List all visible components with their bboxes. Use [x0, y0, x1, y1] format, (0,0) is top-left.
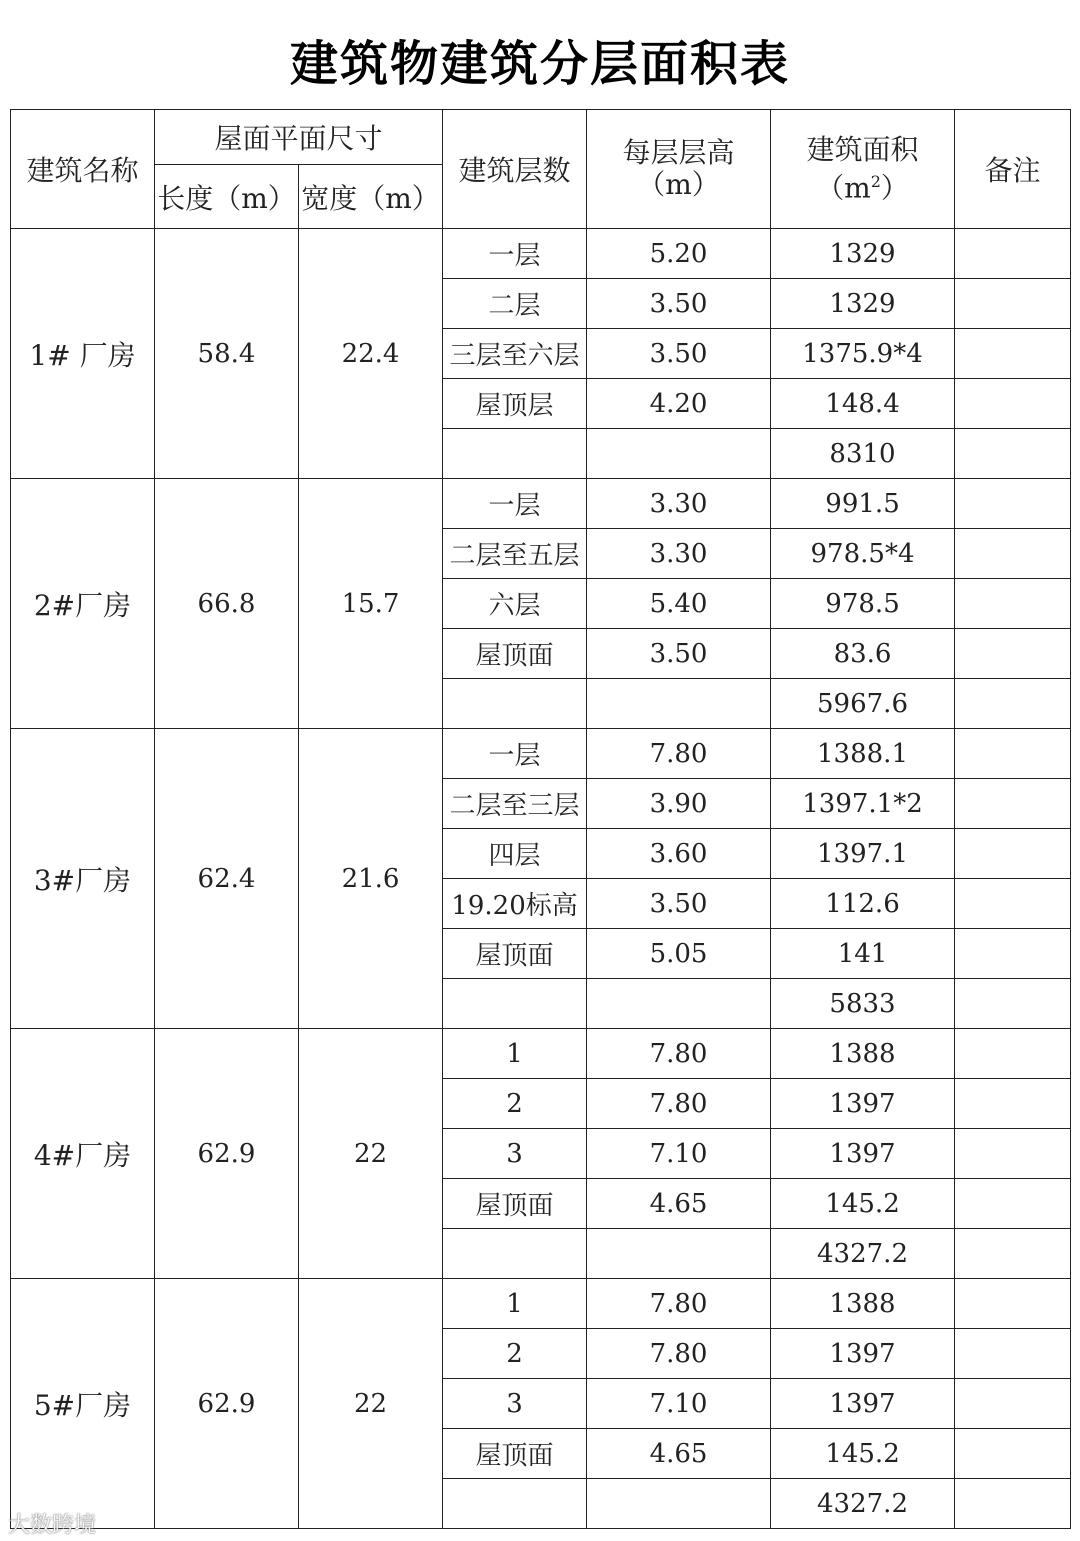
note-cell	[955, 729, 1071, 779]
floor-area-cell: 1375.9*4	[771, 329, 955, 379]
floor-height-cell: 7.10	[587, 1379, 771, 1429]
header-building-name: 建筑名称	[11, 110, 155, 229]
header-floor-height-line2: （m）	[637, 168, 720, 201]
floor-height-cell: 7.10	[587, 1129, 771, 1179]
floor-height-cell: 3.50	[587, 329, 771, 379]
floor-area-cell: 148.4	[771, 379, 955, 429]
watermark: 大数跨境	[8, 1513, 97, 1538]
roof-length-cell: 62.4	[155, 729, 299, 1029]
floor-area-cell: 1397.1	[771, 829, 955, 879]
floor-area-cell: 145.2	[771, 1429, 955, 1479]
floor-area-cell: 145.2	[771, 1179, 955, 1229]
note-cell	[955, 879, 1071, 929]
note-cell	[955, 1179, 1071, 1229]
floor-area-cell: 1329	[771, 229, 955, 279]
floor-cell: 屋顶面	[443, 929, 587, 979]
header-floors: 建筑层数	[443, 110, 587, 229]
header-floor-area	[771, 110, 955, 229]
floor-cell: 3	[443, 1129, 587, 1179]
floor-area-cell: 978.5*4	[771, 529, 955, 579]
floor-area-cell: 141	[771, 929, 955, 979]
floor-cell	[443, 679, 587, 729]
floor-cell	[443, 1479, 587, 1529]
note-cell	[955, 979, 1071, 1029]
floor-area-cell: 991.5	[771, 479, 955, 529]
header-roof-size: 屋面平面尺寸	[155, 110, 443, 165]
note-cell	[955, 279, 1071, 329]
floor-height-cell: 5.05	[587, 929, 771, 979]
note-cell	[955, 1479, 1071, 1529]
floor-height-cell: 7.80	[587, 729, 771, 779]
floor-cell: 一层	[443, 479, 587, 529]
floor-height-cell: 4.20	[587, 379, 771, 429]
floor-cell: 1	[443, 1029, 587, 1079]
building-name-cell: 2#厂房	[11, 479, 155, 729]
floor-height-cell	[587, 679, 771, 729]
roof-length-cell: 58.4	[155, 229, 299, 479]
floor-area-cell: 4327.2	[771, 1229, 955, 1279]
roof-width-cell: 22	[299, 1279, 443, 1529]
floor-cell: 屋顶面	[443, 1429, 587, 1479]
floor-cell: 二层	[443, 279, 587, 329]
roof-width-cell: 22.4	[299, 229, 443, 479]
note-cell	[955, 629, 1071, 679]
floor-cell: 2	[443, 1079, 587, 1129]
floor-cell	[443, 429, 587, 479]
table-row	[11, 1029, 1071, 1079]
floor-height-cell: 7.80	[587, 1029, 771, 1079]
floor-area-cell: 1397.1*2	[771, 779, 955, 829]
roof-width-cell: 21.6	[299, 729, 443, 1029]
floor-area-cell: 5967.6	[771, 679, 955, 729]
floor-area-table	[10, 109, 1071, 1529]
note-cell	[955, 1329, 1071, 1379]
floor-height-cell	[587, 429, 771, 479]
floor-area-cell: 112.6	[771, 879, 955, 929]
header-floor-area-line2	[771, 166, 954, 204]
header-width: 宽度（m）	[299, 165, 443, 229]
floor-area-cell: 1388.1	[771, 729, 955, 779]
note-cell	[955, 229, 1071, 279]
floor-cell: 3	[443, 1379, 587, 1429]
building-name-cell: 1# 厂房	[11, 229, 155, 479]
header-area-unit-sup: 2	[870, 171, 881, 191]
note-cell	[955, 679, 1071, 729]
floor-height-cell: 4.65	[587, 1179, 771, 1229]
floor-cell	[443, 979, 587, 1029]
floor-area-cell: 1388	[771, 1029, 955, 1079]
building-name-cell: 4#厂房	[11, 1029, 155, 1279]
table-row	[11, 1279, 1071, 1329]
note-cell	[955, 929, 1071, 979]
note-cell	[955, 479, 1071, 529]
note-cell	[955, 1129, 1071, 1179]
floor-height-cell: 3.50	[587, 279, 771, 329]
note-cell	[955, 779, 1071, 829]
floor-cell: 屋顶面	[443, 1179, 587, 1229]
building-name-cell: 3#厂房	[11, 729, 155, 1029]
floor-area-cell: 8310	[771, 429, 955, 479]
floor-area-cell: 5833	[771, 979, 955, 1029]
floor-height-cell: 5.40	[587, 579, 771, 629]
floor-height-cell: 3.60	[587, 829, 771, 879]
table-body	[11, 229, 1071, 1529]
note-cell	[955, 529, 1071, 579]
floor-area-cell: 4327.2	[771, 1479, 955, 1529]
floor-cell: 四层	[443, 829, 587, 879]
floor-height-cell	[587, 1479, 771, 1529]
floor-cell: 一层	[443, 729, 587, 779]
roof-width-cell: 22	[299, 1029, 443, 1279]
floor-height-cell: 7.80	[587, 1279, 771, 1329]
note-cell	[955, 579, 1071, 629]
floor-height-cell	[587, 1229, 771, 1279]
header-floor-height-line1: 每层层高	[622, 136, 735, 169]
roof-length-cell: 62.9	[155, 1029, 299, 1279]
header-length: 长度（m）	[155, 165, 299, 229]
floor-cell: 19.20标高	[443, 879, 587, 929]
page-title: 建筑物建筑分层面积表	[289, 35, 790, 92]
floor-height-cell	[587, 979, 771, 1029]
building-name-cell: 5#厂房	[11, 1279, 155, 1529]
note-cell	[955, 379, 1071, 429]
floor-height-cell: 3.50	[587, 629, 771, 679]
floor-height-cell: 7.80	[587, 1079, 771, 1129]
note-cell	[955, 829, 1071, 879]
floor-area-cell: 1397	[771, 1129, 955, 1179]
note-cell	[955, 1229, 1071, 1279]
floor-cell: 屋顶层	[443, 379, 587, 429]
floor-cell	[443, 1229, 587, 1279]
floor-area-cell: 1388	[771, 1279, 955, 1329]
roof-width-cell: 15.7	[299, 479, 443, 729]
note-cell	[955, 429, 1071, 479]
header-area-unit-prefix: （m	[816, 171, 871, 205]
table-row	[11, 729, 1071, 779]
floor-height-cell: 3.50	[587, 879, 771, 929]
floor-cell: 二层至三层	[443, 779, 587, 829]
floor-area-cell: 1397	[771, 1379, 955, 1429]
floor-height-cell: 4.65	[587, 1429, 771, 1479]
note-cell	[955, 1079, 1071, 1129]
floor-area-cell: 83.6	[771, 629, 955, 679]
floor-cell: 2	[443, 1329, 587, 1379]
floor-cell: 1	[443, 1279, 587, 1329]
note-cell	[955, 1279, 1071, 1329]
floor-cell: 屋顶面	[443, 629, 587, 679]
roof-length-cell: 62.9	[155, 1279, 299, 1529]
floor-cell: 二层至五层	[443, 529, 587, 579]
floor-area-cell: 1329	[771, 279, 955, 329]
note-cell	[955, 1379, 1071, 1429]
floor-cell: 六层	[443, 579, 587, 629]
note-cell	[955, 1029, 1071, 1079]
floor-cell: 三层至六层	[443, 329, 587, 379]
header-floor-area-line1: 建筑面积	[806, 132, 919, 166]
table-row	[11, 479, 1071, 529]
note-cell	[955, 329, 1071, 379]
roof-length-cell: 66.8	[155, 479, 299, 729]
header-area-unit-suffix: ）	[880, 171, 909, 205]
floor-height-cell: 3.30	[587, 529, 771, 579]
header-floor-height	[587, 110, 771, 229]
floor-height-cell: 3.90	[587, 779, 771, 829]
floor-area-cell: 978.5	[771, 579, 955, 629]
floor-height-cell: 7.80	[587, 1329, 771, 1379]
floor-height-cell: 3.30	[587, 479, 771, 529]
floor-area-cell: 1397	[771, 1329, 955, 1379]
note-cell	[955, 1429, 1071, 1479]
table-row	[11, 229, 1071, 279]
floor-cell: 一层	[443, 229, 587, 279]
floor-height-cell: 5.20	[587, 229, 771, 279]
floor-area-cell: 1397	[771, 1079, 955, 1129]
header-note: 备注	[955, 110, 1071, 229]
